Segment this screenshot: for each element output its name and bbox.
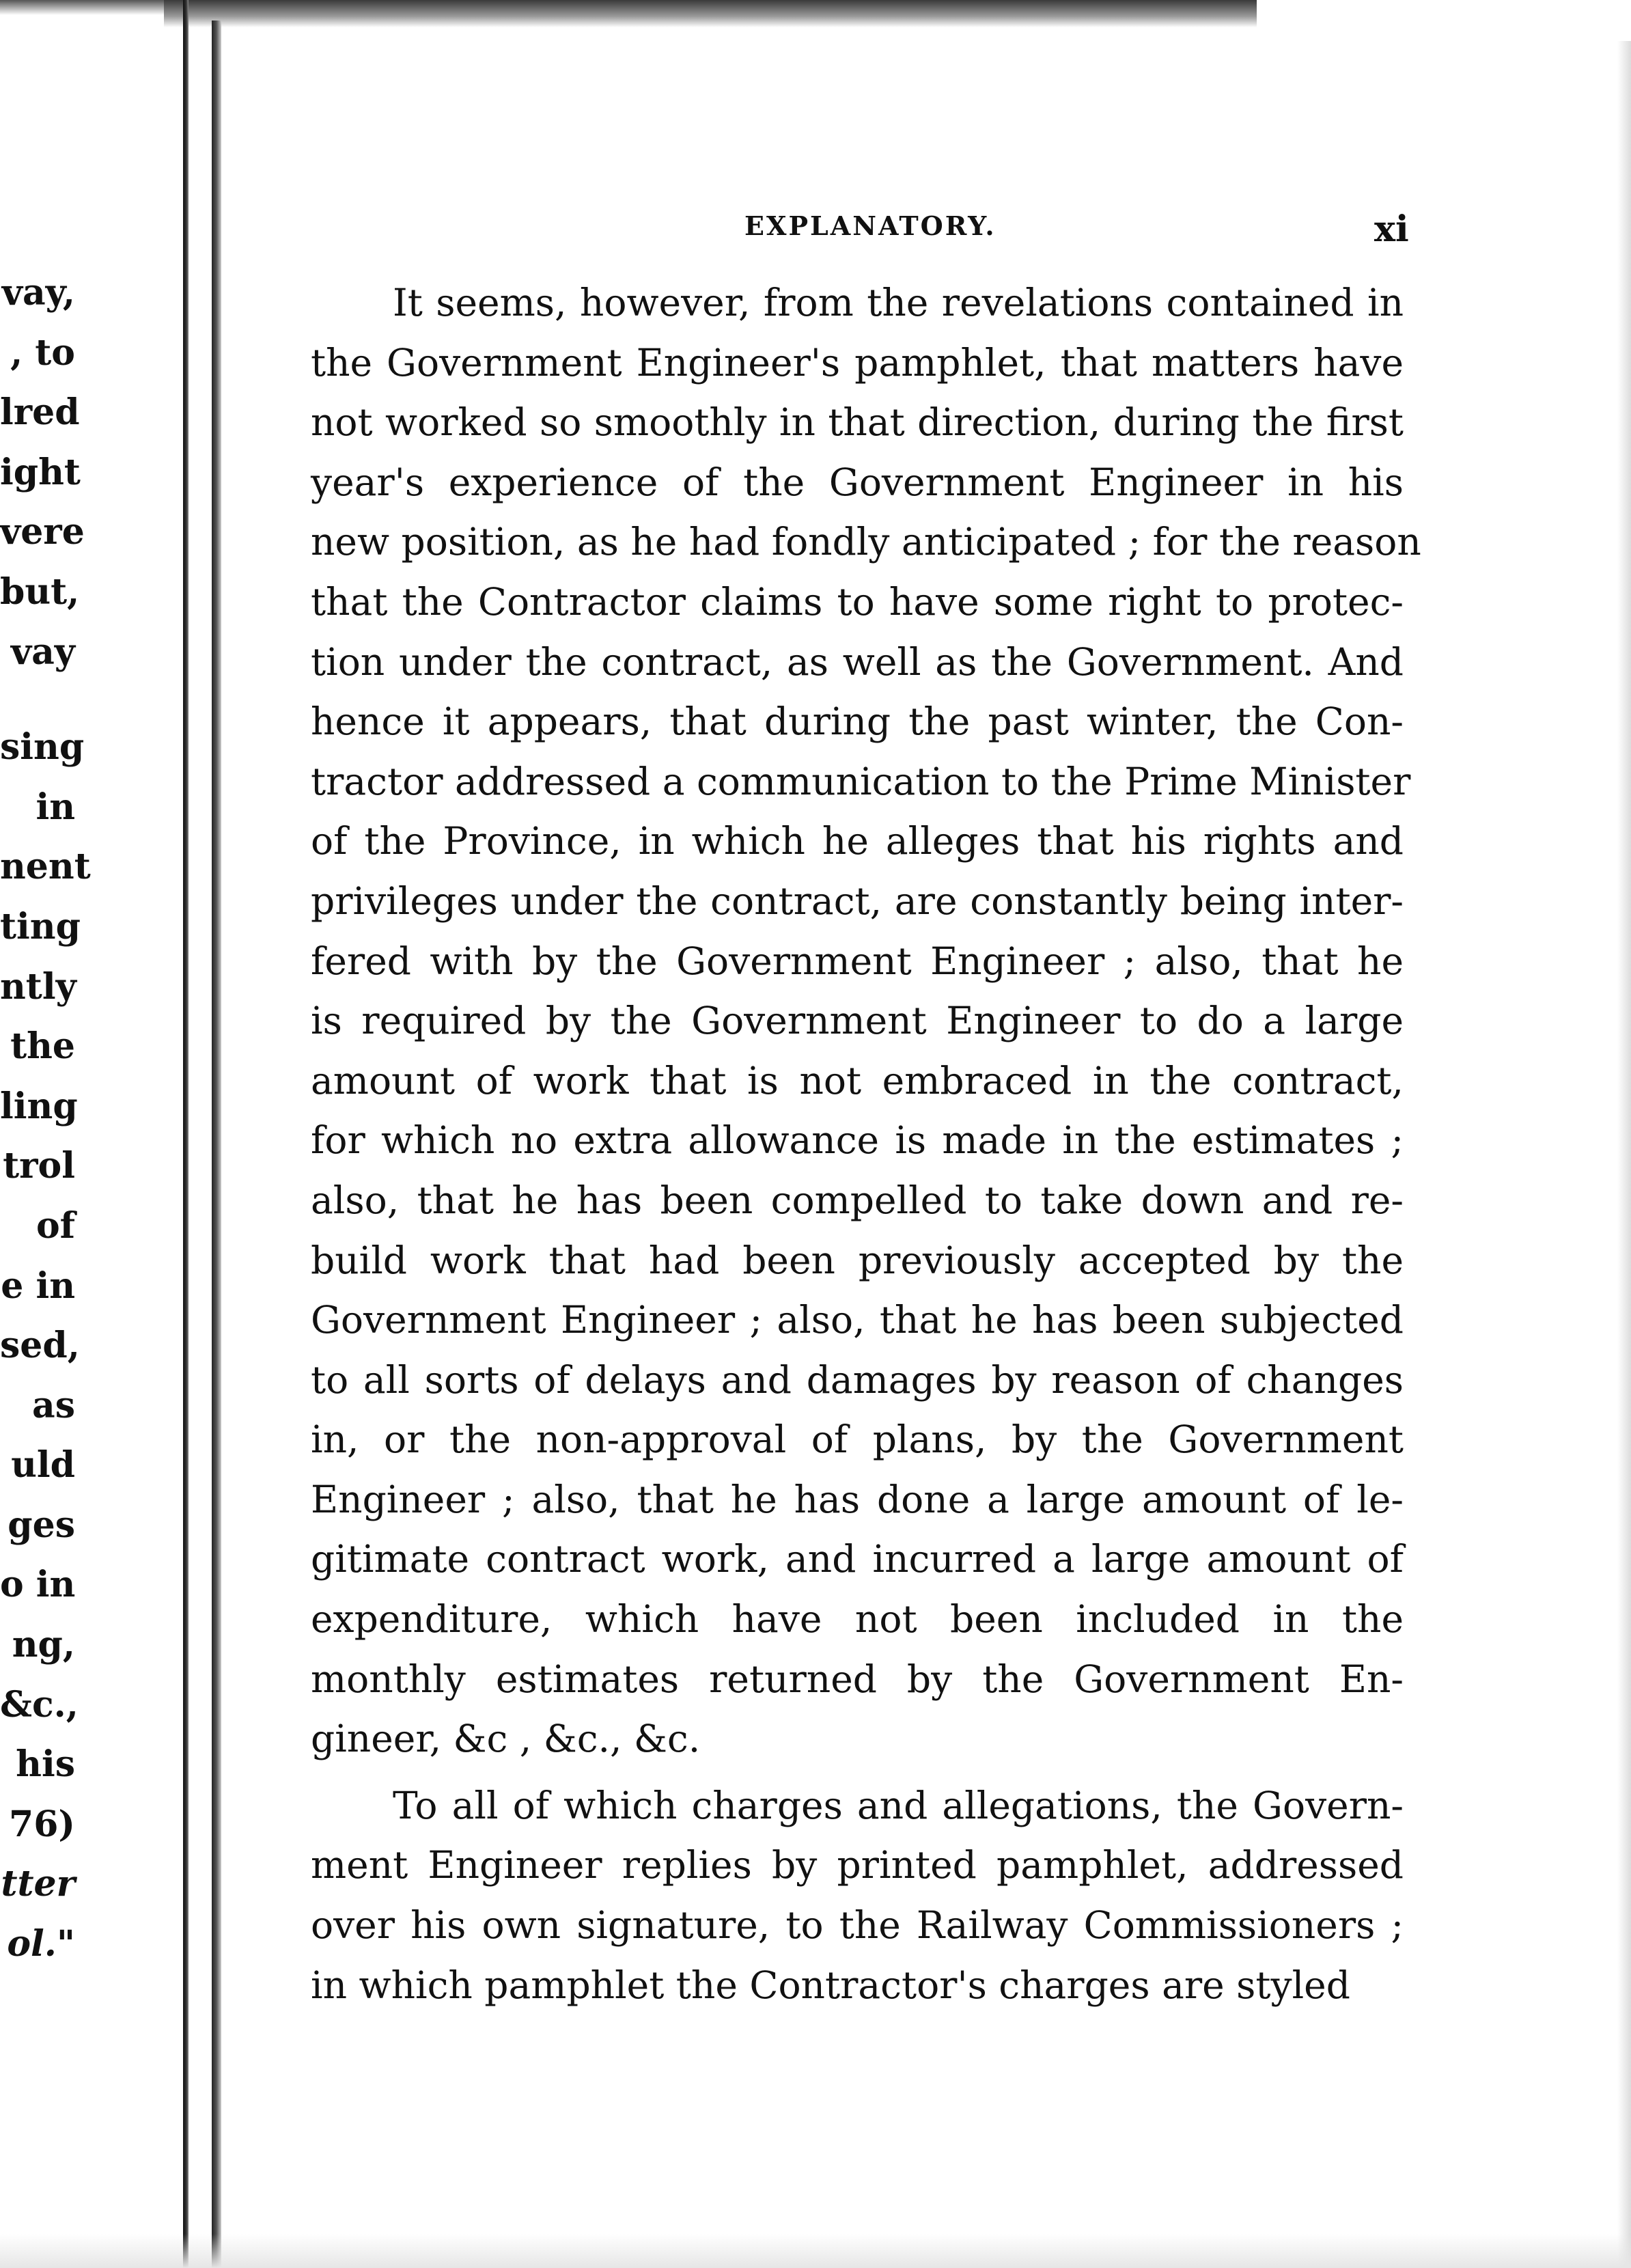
text-line: fered with by the Government Engineer ; also, that he [311, 939, 1404, 983]
paragraph-1 [311, 273, 1421, 1769]
facing-page-line-fragment: his [16, 1743, 75, 1786]
facing-page-line-fragment: ol." [7, 1923, 75, 1965]
facing-page-line-fragment: vay, [1, 272, 75, 314]
text-line: Government Engineer ; also, that he has been subjected [311, 1298, 1404, 1342]
text-line: for which no extra allowance is made in the estimates ; [311, 1118, 1404, 1163]
text-line: is required by the Government Engineer to do a large [311, 999, 1404, 1043]
facing-page-line-fragment: ting [0, 905, 81, 948]
facing-page-line-fragment: ling [0, 1085, 78, 1127]
facing-page-line-fragment [0, 682, 75, 717]
facing-page-line-fragment: o in [0, 1564, 76, 1606]
text-line: the Government Engineer's pamphlet, that matters have [311, 340, 1404, 385]
page-right-edge [1617, 41, 1631, 2268]
scan-top-edge-shadow [164, 0, 1257, 27]
scan-bottom-edge [0, 2234, 1631, 2268]
facing-page-line-fragment: ntly [0, 965, 76, 1008]
facing-page-line-fragment: in [36, 786, 75, 828]
paragraph-2 [311, 1776, 1404, 2015]
facing-page-line-fragment: ight [0, 451, 81, 493]
text-line: ment Engineer replies by printed pamphlet, addressed [311, 1843, 1404, 1887]
text-line: year's experience of the Government Engineer in his [311, 460, 1404, 504]
running-head: EXPLANATORY. [744, 210, 996, 241]
facing-page-line-fragment: , to [10, 331, 75, 374]
facing-page-line-fragment: trol [3, 1145, 75, 1187]
text-line: to all sorts of delays and damages by reason of changes [311, 1357, 1404, 1402]
book-gutter-left [183, 0, 189, 2268]
page-number: xi [1374, 208, 1409, 250]
text-line: expenditure, which have not been included in the [311, 1597, 1404, 1642]
facing-page-line-fragment: 76) [9, 1803, 75, 1845]
text-line: gineer, &c , &c., &c. [311, 1717, 701, 1761]
scan-top-edge-shadow-left [0, 0, 164, 15]
text-line: To all of which charges and allegations, the Govern- [393, 1783, 1404, 1827]
facing-page-line-fragment: but, [0, 570, 80, 613]
text-line: monthly estimates returned by the Government En- [311, 1657, 1404, 1701]
text-line: Engineer ; also, that he has done a large amount of le- [311, 1477, 1404, 1521]
facing-page-line-fragment: vay [10, 631, 75, 673]
facing-page-line-fragment: ng, [12, 1624, 75, 1666]
facing-page-line-fragment: nent [0, 846, 91, 888]
text-line: It seems, however, from the revelations contained in [393, 281, 1404, 324]
facing-page-line-fragment: tter [1, 1863, 75, 1905]
book-gutter-right [212, 20, 221, 2268]
text-line: not worked so smoothly in that direction, during the first [311, 400, 1404, 445]
facing-page-line-fragment: uld [11, 1444, 75, 1486]
facing-page-line-fragment: the [10, 1025, 75, 1068]
text-line: privileges under the contract, are constantly being inter- [311, 879, 1404, 923]
facing-page-line-fragment: e in [1, 1264, 75, 1307]
text-line: hence it appears, that during the past winter, the Con- [311, 700, 1404, 744]
text-line: gitimate contract work, and incurred a large amount of [311, 1537, 1404, 1581]
facing-page-line-fragment: sing [0, 726, 85, 769]
body-text [311, 273, 1421, 2015]
text-line: over his own signature, to the Railway Commissioners ; [311, 1903, 1404, 1948]
text-line: also, that he has been compelled to take down and re- [311, 1178, 1404, 1222]
facing-page-text-fragment [0, 263, 91, 1974]
facing-page-line-fragment: as [32, 1384, 75, 1426]
text-line: tion under the contract, as well as the Government. And [311, 639, 1404, 684]
text-line: in, or the non-approval of plans, by the Government [311, 1418, 1404, 1462]
text-line: that the Contractor claims to have some right to protec- [311, 579, 1404, 624]
facing-page-line-fragment: vere [0, 511, 85, 553]
facing-page-line-fragment: of [36, 1204, 75, 1247]
facing-page-line-fragment: lred [0, 391, 80, 434]
text-line: build work that had been previously accepted by the [311, 1238, 1404, 1282]
text-line: new position, as he had fondly anticipated ; for the reason [311, 520, 1421, 564]
text-line: of the Province, in which he alleges that his rights and [311, 819, 1404, 863]
facing-page-line-fragment: sed, [0, 1325, 80, 1367]
text-line: in which pamphlet the Contractor's charges are styled [311, 1963, 1350, 2007]
paragraph-gap [311, 1769, 1404, 1776]
text-line: amount of work that is not embraced in the contract, [311, 1058, 1404, 1103]
facing-page-line-fragment: ges [8, 1504, 75, 1546]
text-line: tractor addressed a communication to the Prime Minister [311, 759, 1411, 803]
facing-page-line-fragment: &c., [0, 1683, 79, 1726]
